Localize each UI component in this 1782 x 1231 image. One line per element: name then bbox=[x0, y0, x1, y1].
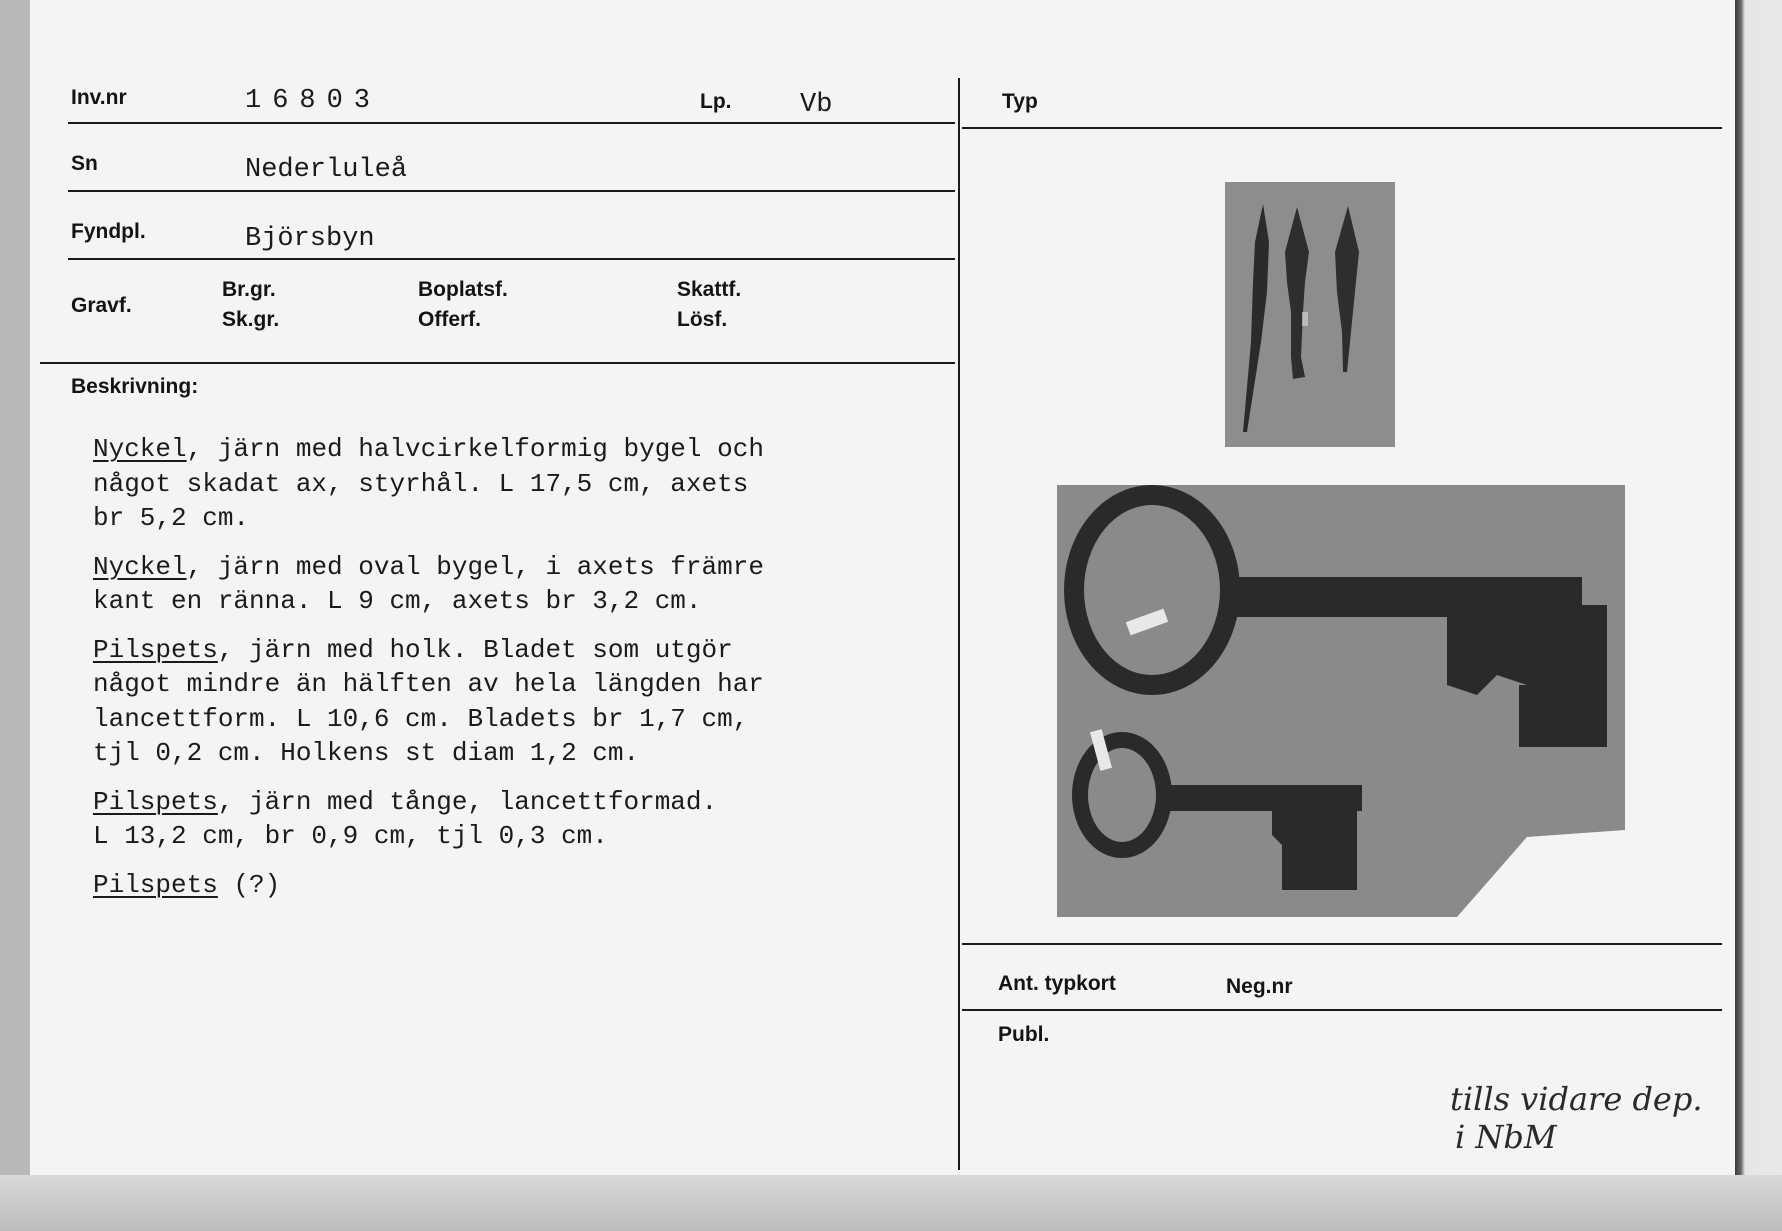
entry-term: Pilspets bbox=[93, 869, 218, 900]
row-divider-4 bbox=[40, 362, 955, 364]
offerf-label: Offerf. bbox=[418, 308, 481, 331]
entry-text: , järn med halvcirkelformig bygel och något skadat ax, styrhål. L 17,5 cm, axets br 5,2 cm. bbox=[93, 434, 764, 533]
entry-term: Pilspets bbox=[93, 786, 218, 817]
entry-text: , järn med holk. Bladet som utgör något mindre än hälften av hela längden har lancettform. L 10,6 cm. Bladets br 1,7 cm, tjl 0,2 cm. Holkens st diam 1,2 cm. bbox=[93, 634, 764, 768]
entry-term: Nyckel bbox=[93, 434, 187, 464]
skattf-label: Skattf. bbox=[677, 278, 742, 301]
card-right-edge bbox=[1735, 0, 1782, 1175]
fyndpl-label: Fyndpl. bbox=[71, 220, 146, 243]
description-block bbox=[93, 432, 923, 916]
description-entry bbox=[93, 785, 923, 854]
brgr-label: Br.gr. bbox=[222, 278, 276, 301]
handwritten-note-line1: tills vidare dep. bbox=[1450, 1080, 1703, 1118]
inv-label: Inv.nr bbox=[71, 86, 127, 109]
negnr-divider bbox=[962, 1009, 1722, 1011]
inv-value: 16803 bbox=[245, 86, 382, 116]
row-divider-3 bbox=[68, 258, 955, 260]
column-divider bbox=[958, 78, 960, 1170]
lp-label: Lp. bbox=[700, 90, 732, 113]
entry-text: (?) bbox=[217, 869, 281, 900]
negnr-label: Neg.nr bbox=[1226, 975, 1293, 998]
row-divider-1 bbox=[68, 122, 955, 124]
keys-photo bbox=[1057, 485, 1625, 917]
typ-label: Typ bbox=[1002, 90, 1038, 113]
typ-divider bbox=[962, 127, 1722, 129]
keys-image bbox=[1057, 485, 1625, 917]
sn-value: Nederluleå bbox=[245, 155, 408, 185]
description-entry bbox=[93, 432, 923, 536]
gravf-label: Gravf. bbox=[71, 294, 132, 317]
ant-typkort-label: Ant. typkort bbox=[998, 972, 1116, 995]
description-entry bbox=[93, 550, 923, 619]
boplatsf-label: Boplatsf. bbox=[418, 278, 508, 301]
skgr-label: Sk.gr. bbox=[222, 308, 280, 331]
arrowheads-photo bbox=[1225, 182, 1395, 447]
handwritten-note-line2: i NbM bbox=[1455, 1118, 1557, 1156]
entry-term: Pilspets bbox=[93, 634, 218, 665]
fyndpl-value: Björsbyn bbox=[245, 224, 375, 254]
lp-value: Vb bbox=[800, 90, 833, 120]
publ-label: Publ. bbox=[998, 1023, 1050, 1046]
entry-text: , järn med oval bygel, i axets främre kant en ränna. L 9 cm, axets br 3,2 cm. bbox=[93, 551, 764, 616]
entry-text: , järn med tånge, lancettformad. L 13,2 cm, br 0,9 cm, tjl 0,3 cm. bbox=[93, 786, 718, 851]
losf-label: Lösf. bbox=[677, 308, 728, 331]
photo-bottom-divider bbox=[962, 943, 1722, 945]
description-entry bbox=[93, 868, 923, 903]
arrowheads-image bbox=[1225, 182, 1395, 447]
row-divider-2 bbox=[68, 190, 955, 192]
beskrivning-label: Beskrivning: bbox=[71, 375, 199, 398]
card-bottom-strip bbox=[0, 1175, 1782, 1231]
sn-label: Sn bbox=[71, 152, 98, 175]
entry-term: Nyckel bbox=[93, 551, 187, 582]
description-entry bbox=[93, 633, 923, 771]
